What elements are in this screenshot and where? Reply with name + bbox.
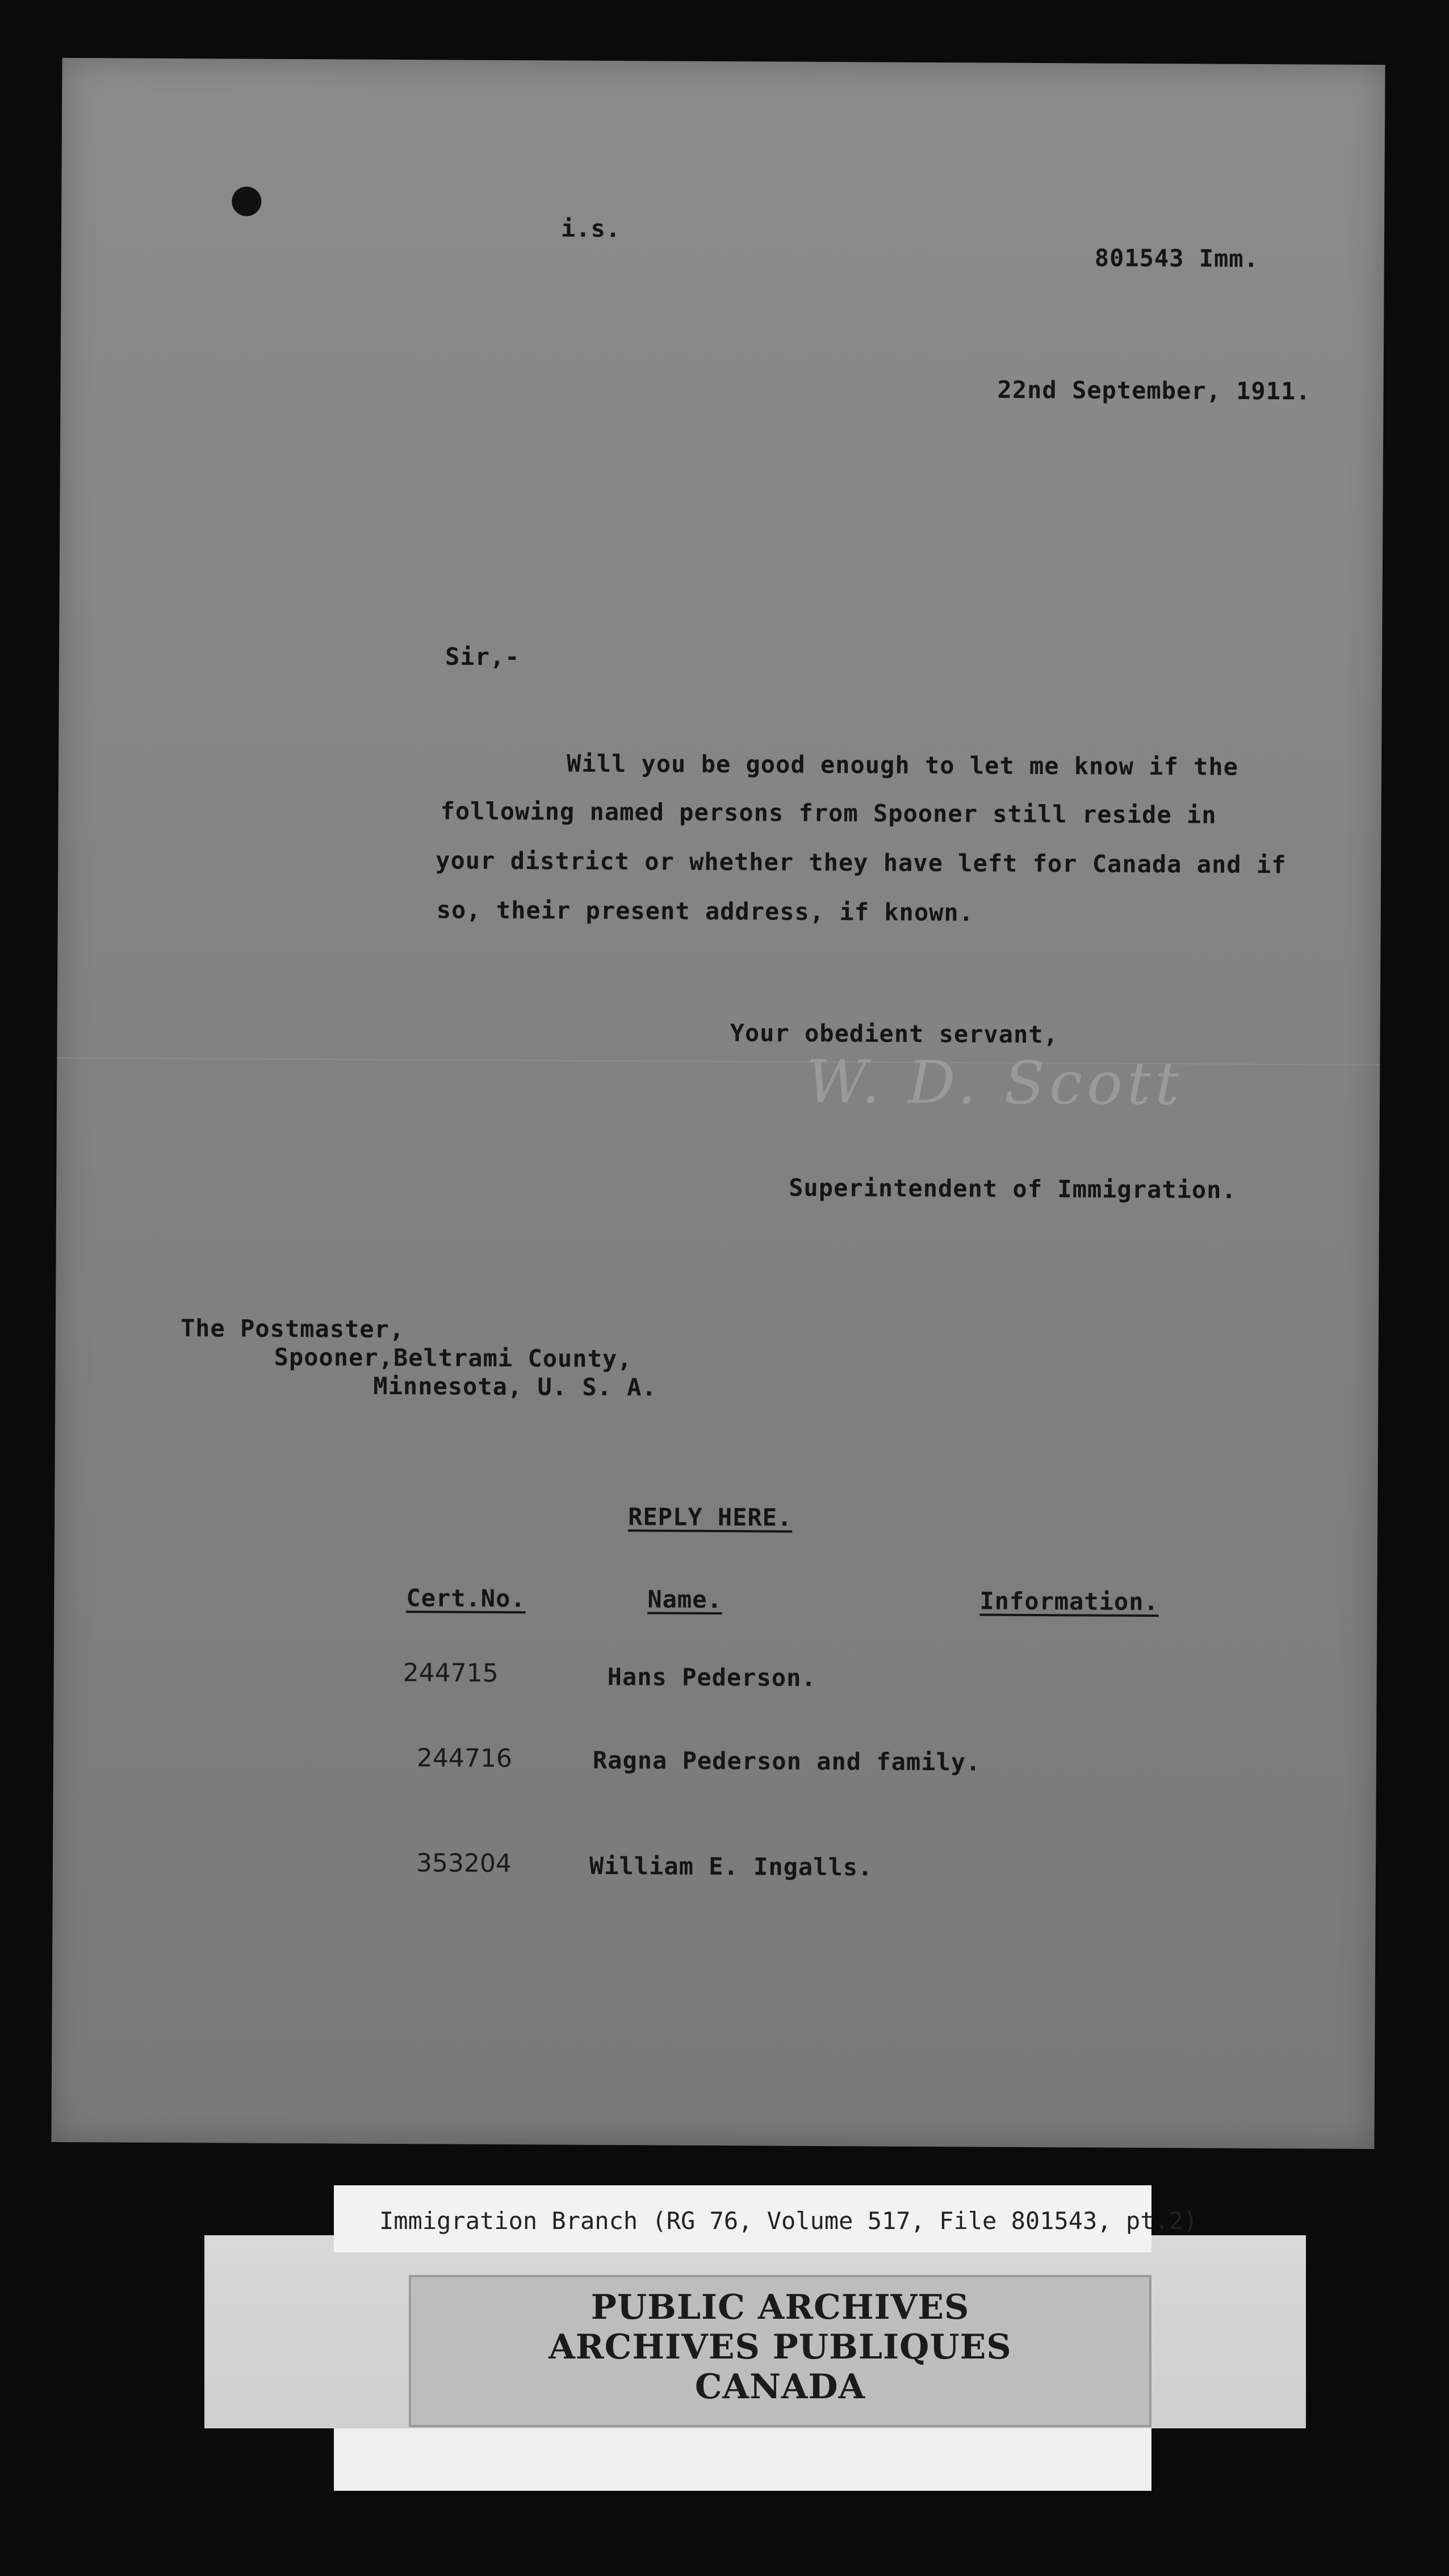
file-reference: 801543 Imm. bbox=[1094, 244, 1259, 273]
bottom-label-strip bbox=[334, 2428, 1151, 2491]
body-line: Will you be good enough to let me know if the bbox=[567, 749, 1239, 781]
person-name: William E. Ingalls. bbox=[589, 1851, 873, 1881]
person-name: Hans Pederson. bbox=[607, 1662, 816, 1692]
stamp-line-public-archives: PUBLIC ARCHIVES bbox=[591, 2288, 970, 2327]
reply-heading: REPLY HERE. bbox=[628, 1503, 793, 1532]
body-line: following named persons from Spooner still reside in bbox=[440, 797, 1217, 829]
signature-title: Superintendent of Immigration. bbox=[789, 1173, 1237, 1204]
body-line: your district or whether they have left for Canada and if bbox=[435, 846, 1287, 879]
archive-caption: Immigration Branch (RG 76, Volume 517, File 801543, pt.2) bbox=[379, 2207, 1198, 2235]
signature: W. D. Scott bbox=[806, 1047, 1184, 1119]
typist-initials: i.s. bbox=[560, 214, 621, 243]
letter-date: 22nd September, 1911. bbox=[997, 375, 1311, 405]
cert-number: 244716 bbox=[416, 1743, 513, 1774]
column-name: Name. bbox=[647, 1585, 722, 1614]
punch-hole bbox=[232, 186, 261, 216]
cert-number: 244715 bbox=[403, 1658, 499, 1688]
address-line-2: Spooner,Beltrami County, bbox=[274, 1343, 633, 1373]
stamp-line-archives-publiques: ARCHIVES PUBLIQUES bbox=[548, 2327, 1012, 2367]
salutation: Sir,- bbox=[445, 642, 520, 671]
address-line-3: Minnesota, U. S. A. bbox=[373, 1371, 657, 1402]
body-line: so, their present address, if known. bbox=[436, 896, 974, 927]
column-information: Information. bbox=[979, 1587, 1159, 1616]
archive-stamp-board bbox=[204, 2235, 1306, 2428]
address-line-1: The Postmaster, bbox=[180, 1314, 405, 1344]
archive-caption-label bbox=[334, 2185, 1198, 2252]
person-name: Ragna Pederson and family. bbox=[592, 1746, 981, 1776]
letter-page bbox=[51, 58, 1385, 2149]
closing: Your obedient servant, bbox=[730, 1019, 1059, 1049]
column-cert-no: Cert.No. bbox=[406, 1584, 526, 1613]
archive-stamp bbox=[409, 2275, 1151, 2427]
stamp-line-canada: CANADA bbox=[694, 2367, 866, 2407]
cert-number: 353204 bbox=[416, 1849, 512, 1879]
